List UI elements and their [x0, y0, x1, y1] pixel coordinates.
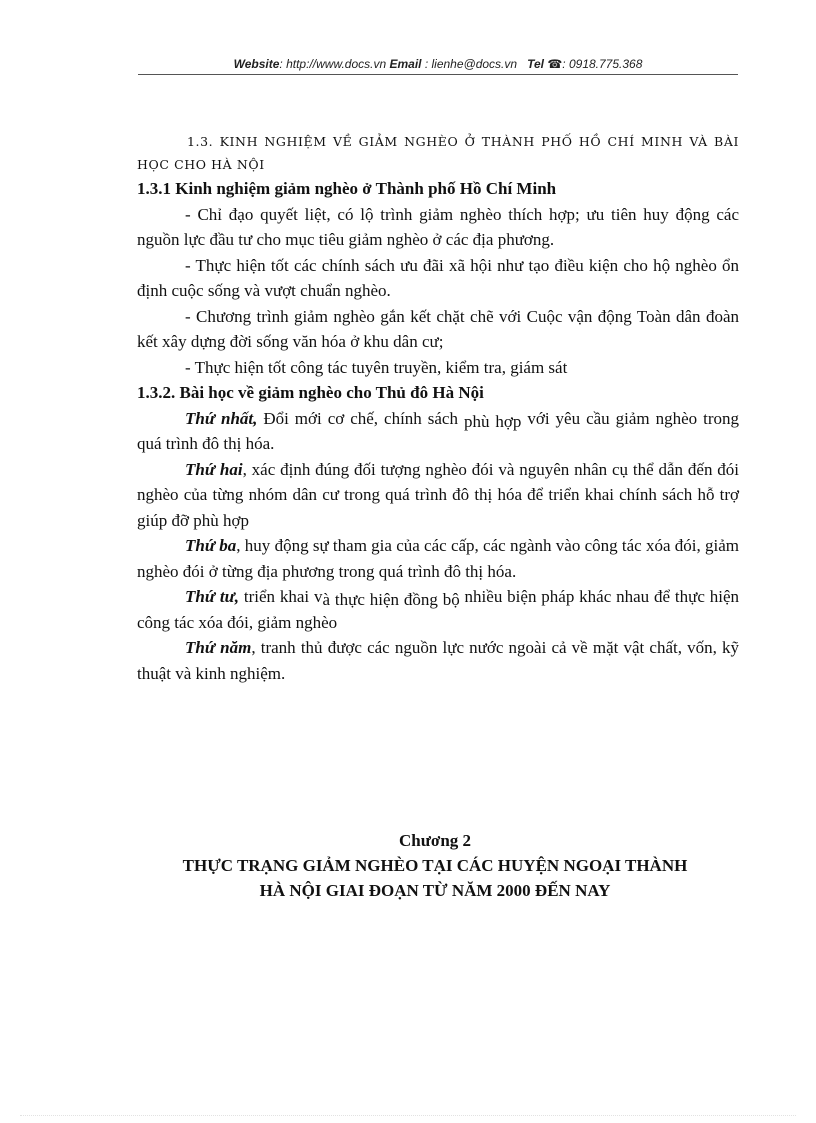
website-label: Website [233, 57, 280, 71]
header-divider [138, 74, 738, 75]
tel-label: Tel [527, 57, 544, 71]
document-body [137, 130, 739, 686]
chapter-label: Chương 2 [398, 831, 472, 850]
chapter-title-line-1: THỰC TRẠNG GIẢM NGHÈO TẠI CÁC HUYỆN NGOẠI THÀNH [182, 856, 688, 875]
list-item: - Thực hiện tốt công tác tuyên truyền, kiểm tra, giám sát [185, 357, 568, 377]
email-label: Email [389, 57, 422, 71]
lesson-paragraph-5: Thứ năm, tranh thủ được các nguồn lực nước ngoài cả về mặt vật chất, vốn, kỹ thuật và kinh nghiệm. [137, 638, 740, 683]
list-item: - Thực hiện tốt các chính sách ưu đãi xã hội như tạo điều kiện cho hộ nghèo ổn định cuộc sống và vượt chuẩn nghèo. [137, 255, 739, 300]
lesson-lead: Thứ năm [185, 638, 252, 657]
lesson-paragraph-1: Thứ nhất, Đổi mới cơ chế, chính sách phù hợp với yêu cầu giảm nghèo trong quá trình đô thị hóa. [137, 408, 739, 453]
chapter-heading [100, 828, 770, 903]
phone-icon: ☎ [547, 57, 563, 71]
website-url[interactable]: : http://www.docs.vn [279, 57, 387, 71]
tel-number: : 0918.775.368 [562, 57, 643, 71]
email-address[interactable]: : lienhe@docs.vn [421, 57, 518, 71]
chapter-title-line-2: HÀ NỘI GIAI ĐOẠN TỪ NĂM 2000 ĐẾN NAY [259, 881, 611, 900]
list-item: - Chỉ đạo quyết liệt, có lộ trình giảm nghèo thích hợp; ưu tiên huy động các nguồn lực đầu tư cho mục tiêu giảm nghèo ở các địa phương. [137, 204, 739, 249]
list-item: - Chương trình giảm nghèo gắn kết chặt chẽ với Cuộc vận động Toàn dân đoàn kết xây dựng đời sống văn hóa ở khu dân cư; [137, 306, 739, 351]
lesson-lead: Thứ hai [185, 459, 243, 479]
lesson-lead: Thứ nhất, [185, 408, 258, 428]
lesson-lead: Thứ tư, [185, 587, 240, 606]
subsection-heading-1: 1.3.1 Kinh nghiệm giảm nghèo ở Thành phố Hồ Chí Minh [137, 179, 557, 198]
lesson-lead: Thứ ba [185, 536, 237, 555]
page-bottom-border [20, 1115, 796, 1116]
lesson-paragraph-2: Thứ hai, xác định đúng đối tượng nghèo đói và nguyên nhân cụ thể dẫn đến đói nghèo của từng nhóm dân cư trong quá trình đô thị hóa để triển khai chính sách hỗ trợ giúp đỡ phù hợp [137, 459, 740, 530]
lesson-paragraph-3: Thứ ba, huy động sự tham gia của các cấp, các ngành vào công tác xóa đói, giảm nghèo đói ở từng địa phương trong quá trình đô thị hóa. [137, 536, 739, 581]
section-title: 1.3. KINH NGHIỆM VỀ GIẢM NGHÈO Ở THÀNH PHỐ HỒ CHÍ MINH VÀ BÀI HỌC CHO HÀ NỘI [137, 134, 739, 172]
page-header [138, 57, 738, 71]
subsection-heading-2: 1.3.2. Bài học về giảm nghèo cho Thủ đô Hà Nội [137, 383, 484, 402]
lesson-paragraph-4: Thứ tư, triển khai và thực hiện đồng bộ nhiều biện pháp khác nhau để thực hiện công tác xóa đói, giảm nghèo [137, 587, 740, 632]
